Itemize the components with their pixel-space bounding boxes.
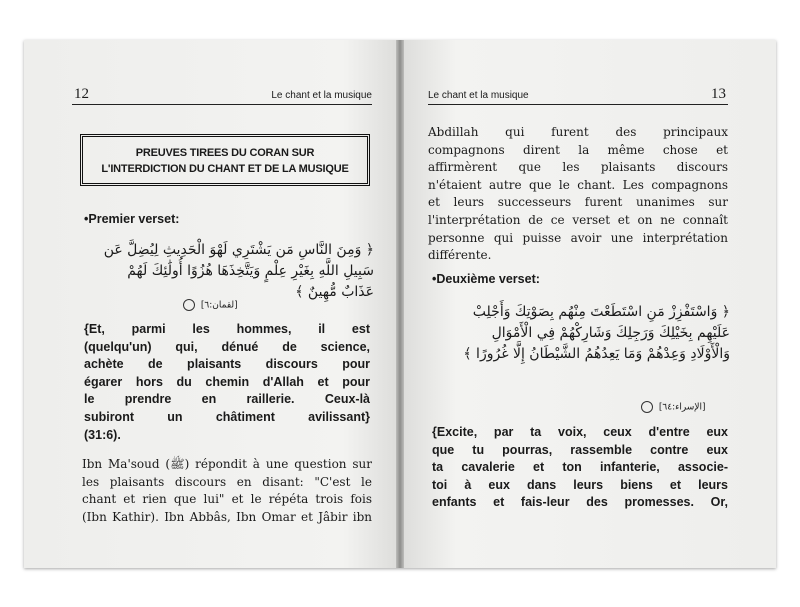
right-header-title: Le chant et la musique — [428, 90, 529, 101]
translation-line: le prendre en raillerie. Ceux-là — [84, 392, 370, 407]
first-verse-translation — [84, 321, 370, 444]
arabic-line: عَلَيْهِم بِخَيْلِكَ وَرَجِلِكَ وَشَارِكْهُمْ فِي الْأَمْوَالِ — [491, 325, 730, 341]
arabic-line: وَالْأَوْلَادِ وَعِدْهُمْ وَمَا يَعِدُهُمُ الشَّيْطَانُ إِلَّا غُرُورًا ﴾ — [463, 346, 730, 362]
left-body-text — [82, 456, 372, 526]
body-line: et leurs successeurs furent unanimes sur — [428, 195, 728, 210]
second-verse-reference — [638, 401, 705, 413]
arabic-line: ﴿ وَمِنَ النَّاسِ مَن يَشْتَرِي لَهْوَ الْحَدِيثِ لِيُضِلَّ عَن — [103, 242, 374, 258]
right-page-number: 13 — [711, 86, 726, 102]
translation-line: (31:6). — [84, 427, 121, 442]
first-verse-reference — [180, 299, 238, 311]
arabic-line: عَذَابٌ مُّهِينٌ ﴾ — [295, 284, 374, 300]
right-body-text — [428, 124, 728, 265]
verse-end-icon — [183, 299, 195, 311]
first-verse-arabic — [94, 240, 374, 303]
second-verse-label: •Deuxième verset: — [432, 272, 540, 286]
translation-line: {Et, parmi les hommes, il est — [84, 322, 370, 336]
translation-line: toi à eux dans leurs biens et leurs — [432, 477, 728, 492]
left-page-header — [72, 84, 372, 105]
translation-line: {Excite, par ta voix, ceux d'entre eux — [432, 425, 728, 439]
chapter-title-line: L'INTERDICTION DU CHANT ET DE LA MUSIQUE — [101, 163, 349, 175]
left-header-title: Le chant et la musique — [271, 90, 372, 101]
translation-line: que tu pourras, rassemble contre eux — [432, 442, 728, 457]
body-line: l'interprétation de ce verset et on ne connaît — [428, 212, 728, 227]
body-line: (Ibn Kathir). Ibn Abbâs, Ibn Omar et Jâbir ibn — [82, 509, 372, 524]
translation-line: subiront un châtiment avilissant} — [84, 409, 370, 424]
translation-line: égarer hors du chemin d'Allah et pour — [84, 374, 370, 389]
right-page-header — [428, 84, 728, 105]
body-line: personne qui puisse avoir une interprétation — [428, 230, 728, 245]
surah-reference: [الإسراء:٦٤] — [658, 402, 706, 413]
translation-line: ta cavalerie et ton infanterie, associe- — [432, 460, 728, 475]
verse-end-icon — [641, 401, 653, 413]
left-page-number: 12 — [74, 86, 89, 102]
translation-line: achète de plaisants discours pour — [84, 357, 370, 372]
arabic-line: ﴿ وَاسْتَفْزِزْ مَنِ اسْتَطَعْتَ مِنْهُم بِصَوْتِكَ وَأَجْلِبْ — [472, 304, 730, 320]
body-line: affirmèrent que les plaisants discours — [428, 160, 728, 175]
second-verse-translation — [432, 424, 728, 512]
book-spine — [396, 40, 404, 568]
first-verse-label: •Premier verset: — [84, 212, 180, 226]
right-page — [400, 40, 776, 568]
open-booklet — [24, 40, 776, 568]
body-line: différente. — [428, 248, 492, 263]
body-line: les plaisants discours en disant: "C'est le — [82, 474, 372, 489]
left-page — [24, 40, 400, 568]
body-line: Abdillah qui furent des principaux — [428, 125, 728, 139]
translation-line: (quelqu'un) qui, dénué de science, — [84, 339, 370, 354]
chapter-title-line: PREUVES TIREES DU CORAN SUR — [135, 147, 315, 159]
translation-line: enfants et fais-leur des promesses. Or, — [432, 495, 728, 510]
chapter-title-box — [80, 134, 370, 186]
body-line: chant et rien que lui" et le répéta trois fois — [82, 492, 372, 507]
body-line: Ibn Ma'soud (ﷺ) répondit à une question sur — [82, 457, 373, 471]
body-line: n'étaient autre que le chant. Les compagnons — [428, 177, 728, 192]
second-verse-arabic — [440, 302, 730, 365]
surah-reference: [لقمان:٦] — [200, 300, 238, 311]
body-line: compagnons dirent la même chose et — [428, 142, 728, 157]
arabic-line: سَبِيلِ اللَّهِ بِغَيْرِ عِلْمٍ وَيَتَّخِذَهَا هُزُوًا أُولَٰئِكَ لَهُمْ — [127, 263, 374, 279]
